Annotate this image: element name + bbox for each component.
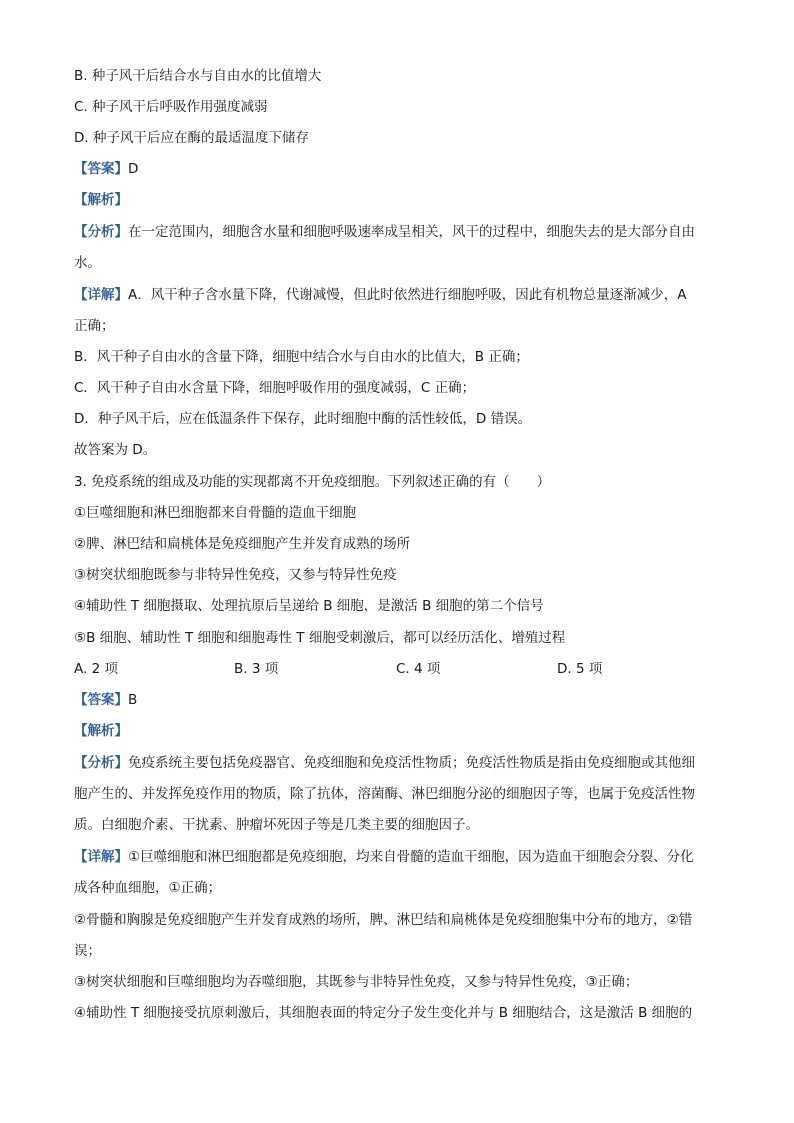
answer-line	[74, 159, 724, 179]
detail-2-line1: ②骨髓和胸腺是免疫细胞产生并发育成熟的场所，脾、淋巴结和扁桃体是免疫细胞集中分布的地方，②错	[74, 912, 693, 928]
analysis-heading-q3	[74, 721, 724, 741]
answer-value-q3: B	[128, 692, 138, 708]
statement-4: ④辅助性 T 细胞摄取、处理抗原后呈递给 B 细胞，是激活 B 细胞的第二个信号	[74, 598, 544, 614]
xiangjie-tag: 【详解】	[74, 287, 128, 303]
conclusion: 故答案为 D。	[74, 442, 157, 458]
fenxi-text-q3: 免疫系统主要包括免疫器官、免疫细胞和免疫活性物质；免疫活性物质是指由免疫细胞或其他细	[128, 755, 695, 771]
detail-2-line2: 误；	[74, 943, 101, 959]
analysis-heading	[74, 190, 724, 210]
choice-b: B. 3 项	[234, 661, 279, 677]
answer-line-q3	[74, 690, 724, 710]
fenxi-text-q3-3: 质。白细胞介素、干扰素、肿瘤坏死因子等是几类主要的细胞因子。	[74, 817, 479, 833]
detail-4: ④辅助性 T 细胞接受抗原刺激后，其细胞表面的特定分子发生变化并与 B 细胞结合，这是激活 B 细胞的	[74, 1005, 693, 1021]
choice-d: D. 5 项	[557, 661, 603, 677]
statement-3: ③树突状细胞既参与非特异性免疫，又参与特异性免疫	[74, 567, 397, 583]
answer-tag-q3: 【答案】	[74, 692, 128, 708]
option-b: B. 种子风干后结合水与自由水的比值增大	[74, 68, 322, 84]
fenxi-text-q3-2: 胞产生的、并发挥免疫作用的物质，除了抗体，溶菌酶、淋巴细胞分泌的细胞因子等，也属于免疫活性物	[74, 786, 695, 802]
choice-c: C. 4 项	[396, 661, 441, 677]
detail-3: ③树突状细胞和巨噬细胞均为吞噬细胞，其既参与非特异性免疫，又参与特异性免疫，③正确；	[74, 974, 639, 990]
fenxi-text: 在一定范围内，细胞含水量和细胞呼吸速率成呈相关，风干的过程中，细胞失去的是大部分自由	[128, 224, 695, 240]
statement-1: ①巨噬细胞和淋巴细胞都来自骨髓的造血干细胞	[74, 505, 357, 521]
answer-value: D	[128, 161, 139, 177]
answer-tag: 【答案】	[74, 161, 128, 177]
detail-b: B．风干种子自由水的含量下降，细胞中结合水与自由水的比值大，B 正确；	[74, 349, 529, 365]
option-d: D. 种子风干后应在酶的最适温度下储存	[74, 130, 309, 146]
xiangjie-text-q3: ①巨噬细胞和淋巴细胞都是免疫细胞，均来自骨髓的造血干细胞，因为造血干细胞会分裂、分化	[128, 849, 694, 865]
xiangjie-text: A．风干种子含水量下降，代谢减慢，但此时依然进行细胞呼吸，因此有机物总量逐渐减少，A	[128, 287, 687, 303]
detail-d: D．种子风干后，应在低温条件下保存，此时细胞中酶的活性较低，D 错误。	[74, 411, 532, 427]
fenxi-tag: 【分析】	[74, 224, 128, 240]
xiangjie-tag-q3: 【详解】	[74, 849, 128, 865]
xiangjie-line	[74, 285, 724, 305]
analysis-tag: 【解析】	[74, 192, 128, 208]
xiangjie-text-cont: 正确；	[74, 318, 115, 334]
fenxi-text-cont: 水。	[74, 255, 101, 271]
xiangjie-text-q3-2: 成各种血细胞，①正确；	[74, 880, 222, 896]
statement-2: ②脾、淋巴结和扁桃体是免疫细胞产生并发育成熟的场所	[74, 536, 411, 552]
option-c: C. 种子风干后呼吸作用强度减弱	[74, 99, 268, 115]
fenxi-line-q3	[74, 753, 724, 773]
question-3-stem: 3. 免疫系统的组成及功能的实现都离不开免疫细胞。下列叙述正确的有（ ）	[74, 474, 551, 490]
detail-c: C．风干种子自由水含量下降，细胞呼吸作用的强度减弱，C 正确；	[74, 380, 476, 396]
fenxi-tag-q3: 【分析】	[74, 755, 128, 771]
xiangjie-line-q3	[74, 847, 724, 867]
analysis-tag-q3: 【解析】	[74, 723, 128, 739]
choice-a: A. 2 项	[74, 661, 118, 677]
statement-5: ⑤B 细胞、辅助性 T 细胞和细胞毒性 T 细胞受刺激后，都可以经历活化、增殖过程	[74, 630, 566, 646]
fenxi-line	[74, 222, 724, 242]
